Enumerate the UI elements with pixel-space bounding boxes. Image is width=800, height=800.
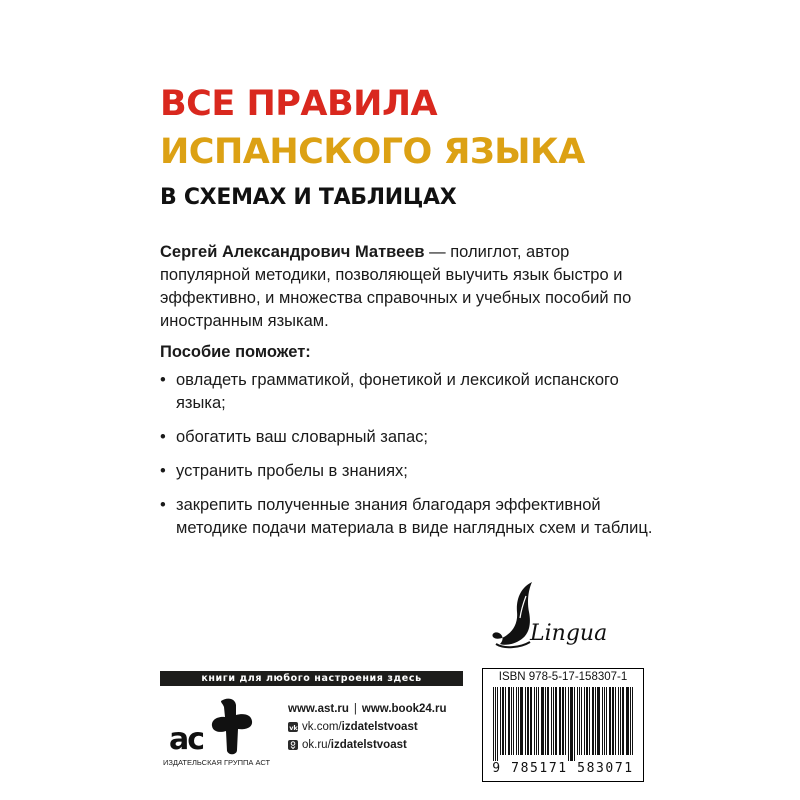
barcode-bar [511, 687, 512, 755]
barcode-bar [620, 687, 621, 755]
barcode-bar [555, 687, 557, 755]
vk-icon [288, 722, 298, 732]
barcode-bar [562, 687, 564, 755]
title-line-2: ИСПАНСКОГО ЯЗЫКА [160, 132, 585, 172]
benefit-text: закрепить полученные знания благодаря эффективной методике подачи материала в виде наглядных схем и таблиц. [176, 496, 653, 537]
barcode-bar [565, 687, 566, 755]
barcode-bar [493, 687, 494, 761]
bullet-icon: • [160, 496, 166, 514]
ok-icon [288, 740, 298, 750]
benefit-text: устранить пробелы в знаниях; [176, 462, 408, 480]
barcode-bar [508, 687, 510, 755]
title-line-1: ВСЕ ПРАВИЛА [160, 84, 438, 124]
barcode-bar [547, 687, 549, 755]
ast-cross-icon [212, 699, 252, 755]
barcode-bar [559, 687, 561, 755]
barcode-bar [568, 687, 569, 761]
barcode-bar [534, 687, 535, 755]
vk-link-prefix: vk.com/ [302, 721, 342, 733]
slogan-bar: книги для любого настроения здесь [160, 671, 463, 686]
barcode-bar [630, 687, 631, 755]
barcode-bar [545, 687, 546, 755]
ok-link-handle: izdatelstvoast [330, 739, 407, 751]
lingua-series-logo [490, 578, 620, 653]
barcode-bar [525, 687, 526, 755]
barcode-bar [592, 687, 594, 755]
barcode-bar [622, 687, 624, 755]
barcode-bar [618, 687, 619, 755]
benefit-item [160, 426, 660, 449]
isbn-label: ISBN 978-5-17-158307-1 [498, 671, 628, 683]
links-separator: | [353, 703, 357, 715]
barcode-bar [581, 687, 582, 755]
barcode-bar [516, 687, 517, 755]
barcode-bar [530, 687, 532, 755]
author-name: Сергей Александрович Матвеев [160, 243, 425, 261]
barcode-bar [541, 687, 544, 755]
website-links-row [288, 700, 446, 718]
benefit-text: обогатить ваш словарный запас; [176, 428, 428, 446]
ok-link-row[interactable] [288, 736, 446, 754]
title-line-3: В СХЕМАХ И ТАБЛИЦАХ [160, 185, 457, 210]
vk-link-row[interactable] [288, 718, 446, 736]
barcode-bar [538, 687, 539, 755]
barcode-bar [497, 687, 498, 761]
barcode-bar [527, 687, 529, 755]
barcode [491, 687, 635, 761]
isbn-barcode-box [482, 668, 644, 782]
barcode-bar [602, 687, 603, 755]
vk-link-handle: izdatelstvoast [341, 721, 418, 733]
barcode-bar [500, 687, 501, 755]
barcode-bar [518, 687, 519, 755]
barcode-bar [632, 687, 633, 755]
barcode-bar [589, 687, 590, 755]
author-description: — полиглот, автор популярной методики, позволяющей выучить язык быстро и эффективно, и множества справочных и учебных пособий по иностранным языкам. [160, 243, 632, 330]
barcode-bar [595, 687, 596, 755]
bullet-icon: • [160, 428, 166, 446]
barcode-bar [574, 687, 575, 761]
barcode-bar [584, 687, 585, 755]
benefit-item [160, 494, 660, 540]
bullet-icon: • [160, 371, 166, 389]
svg-text:vk: vk [289, 723, 298, 732]
barcode-bar [577, 687, 578, 755]
benefits-heading: Пособие поможет: [160, 343, 311, 361]
barcode-bar [586, 687, 588, 755]
barcode-bar [612, 687, 614, 755]
benefit-item [160, 460, 660, 483]
barcode-bar [597, 687, 600, 755]
bullet-icon: • [160, 462, 166, 480]
barcode-bar [626, 687, 629, 755]
publisher-label: ИЗДАТЕЛЬСКАЯ ГРУППА АСТ [163, 758, 271, 767]
website-link-book24[interactable]: www.book24.ru [361, 703, 447, 715]
barcode-bar [609, 687, 611, 755]
barcode-bar [615, 687, 616, 755]
publisher-links [288, 700, 446, 754]
barcode-bar [553, 687, 554, 755]
ast-publisher-logo [163, 695, 278, 757]
barcode-bar [520, 687, 523, 755]
barcode-bar [604, 687, 605, 755]
ok-link-prefix: ok.ru/ [302, 739, 331, 751]
barcode-bar [502, 687, 504, 755]
website-link-ast[interactable]: www.ast.ru [288, 703, 349, 715]
barcode-bar [495, 687, 496, 761]
author-paragraph [160, 241, 660, 333]
barcode-bar [513, 687, 514, 755]
lingua-logo-text: Lingua [530, 621, 608, 646]
benefit-text: овладеть грамматикой, фонетикой и лексикой испанского языка; [176, 371, 619, 412]
benefits-list [160, 369, 660, 551]
barcode-bar [551, 687, 552, 755]
barcode-bar [579, 687, 580, 755]
benefit-item [160, 369, 660, 415]
barcode-bar [536, 687, 537, 755]
barcode-bar [606, 687, 607, 755]
svg-text:ac: ac [169, 722, 204, 757]
barcode-bar [505, 687, 506, 755]
barcode-bar [570, 687, 573, 761]
barcode-digits: 9 785171 583071 [492, 761, 634, 776]
feather-swash-icon [492, 582, 532, 645]
